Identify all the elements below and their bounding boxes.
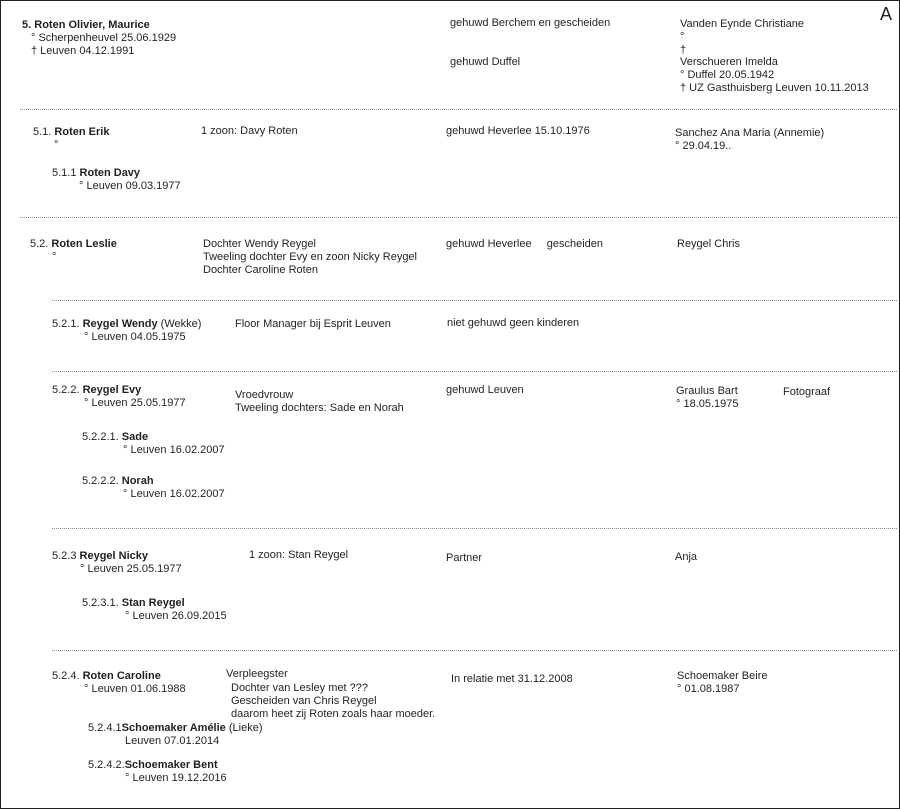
spouse-birth: ° 01.08.1987: [677, 683, 740, 695]
entry-title: [22, 19, 150, 32]
corner-letter: A: [880, 4, 893, 24]
marriage-info: [446, 238, 603, 251]
birth-info: ° Leuven 09.03.1977: [79, 180, 181, 192]
marriage-info: Partner: [446, 552, 483, 564]
entry-number: 5.2.3: [52, 550, 77, 562]
children-note: 1 zoon: Stan Reygel: [249, 549, 349, 561]
children-note: Dochter Wendy Reygel: [203, 238, 316, 250]
children-note: Tweeling dochters: Sade en Norah: [235, 402, 404, 414]
birth-info: ° Scherpenheuvel 25.06.1929: [31, 32, 177, 44]
spouse-death: † UZ Gasthuisberg Leuven 10.11.2013: [680, 82, 869, 94]
family-note: daarom heet zij Roten zoals haar moeder.: [231, 708, 436, 720]
entry-number: 5.2.4.2.: [88, 759, 125, 771]
entry-number: 5.2.2.2.: [82, 475, 119, 487]
family-note: Dochter van Lesley met ???: [231, 682, 368, 694]
section-divider: [52, 650, 897, 651]
entry-title: [52, 670, 161, 683]
entry-title: [82, 597, 185, 610]
birth-info: Leuven 07.01.2014: [125, 735, 220, 747]
spouse-name: Verschueren Imelda: [680, 56, 778, 68]
birth-info: ° Leuven 16.02.2007: [123, 444, 225, 456]
spouse-name: Sanchez Ana Maria (Annemie): [675, 127, 825, 139]
job-note: Verpleegster: [226, 668, 288, 680]
birth-info: °: [54, 139, 59, 151]
entry-title: [30, 238, 117, 251]
marriage-info: In relatie met 31.12.2008: [451, 673, 573, 685]
birth-info: ° Leuven 26.09.2015: [125, 610, 227, 622]
entry-number: 5.: [22, 19, 32, 31]
entry-number: 5.2.1.: [52, 318, 80, 330]
children-note: 1 zoon: Davy Roten: [201, 125, 298, 137]
birth-info: ° Leuven 04.05.1975: [84, 331, 186, 343]
entry-number: 5.2.4.1: [88, 722, 122, 734]
person-name: Reygel Evy: [82, 384, 142, 396]
spouse-job: Fotograaf: [783, 386, 831, 398]
person-name: Roten Davy: [79, 167, 141, 179]
death-info: † Leuven 04.12.1991: [31, 45, 135, 57]
marriage-info: gehuwd Berchem en gescheiden: [450, 17, 611, 29]
birth-info: ° Leuven 25.05.1977: [80, 563, 182, 575]
person-name: Roten Caroline: [82, 670, 161, 682]
entry-title: [52, 318, 201, 331]
person-name: Schoemaker Bent: [124, 759, 218, 771]
section-divider: [52, 371, 897, 372]
marriage-info: gehuwd Leuven: [446, 384, 524, 396]
spouse-name: Graulus Bart: [676, 385, 738, 397]
birth-info: ° Leuven 16.02.2007: [123, 488, 225, 500]
section-divider: [52, 300, 897, 301]
person-name: Reygel Nicky: [79, 550, 149, 562]
entry-title: [88, 722, 262, 735]
person-name: Schoemaker Amélie: [121, 722, 226, 734]
spouse-name: Reygel Chris: [677, 238, 740, 250]
entry-title: [88, 759, 218, 772]
job-note: Floor Manager bij Esprit Leuven: [235, 318, 391, 330]
birth-info: ° Leuven 19.12.2016: [125, 772, 227, 784]
entry-number: 5.1.: [33, 126, 52, 138]
spouse-birth: °: [680, 31, 685, 43]
spouse-name: Schoemaker Beire: [677, 670, 768, 682]
person-name: Reygel Wendy: [82, 318, 158, 330]
marriage-place: gehuwd Heverlee: [446, 238, 532, 250]
entry-title: [52, 550, 148, 563]
entry-number: 5.1.1: [52, 167, 77, 179]
entry-number: 5.2.4.: [52, 670, 80, 682]
section-divider: [20, 217, 897, 218]
birth-info: °: [52, 251, 57, 263]
marriage-info: gehuwd Duffel: [450, 56, 521, 68]
marriage-info: gehuwd Heverlee 15.10.1976: [446, 125, 590, 137]
entry-number: 5.2.2.: [52, 384, 80, 396]
children-note: Dochter Caroline Roten: [203, 264, 318, 276]
entry-number: 5.2.3.1.: [82, 597, 119, 609]
family-note: Gescheiden van Chris Reygel: [231, 695, 377, 707]
person-name: Roten Leslie: [51, 238, 117, 250]
children-note: Tweeling dochter Evy en zoon Nicky Reygel: [203, 251, 417, 263]
person-name: Norah: [121, 475, 154, 487]
marriage-status: gescheiden: [546, 238, 604, 250]
birth-info: ° Leuven 01.06.1988: [84, 683, 186, 695]
person-name: Stan Reygel: [121, 597, 185, 609]
entry-title: [82, 475, 154, 488]
entry-title: [33, 126, 109, 139]
job-note: Vroedvrouw: [235, 389, 294, 401]
spouse-birth: ° 18.05.1975: [676, 398, 739, 410]
entry-title: [52, 167, 140, 180]
spouse-birth: ° 29.04.19..: [675, 140, 732, 152]
person-nickname: (Lieke): [228, 722, 263, 734]
birth-info: ° Leuven 25.05.1977: [84, 397, 186, 409]
spouse-name: Anja: [675, 551, 698, 563]
entry-title: [82, 431, 148, 444]
person-name: Roten Olivier, Maurice: [34, 19, 150, 31]
spouse-name: Vanden Eynde Christiane: [680, 18, 804, 30]
entry-number: 5.2.2.1.: [82, 431, 119, 443]
person-nickname: (Wekke): [160, 318, 202, 330]
person-name: Roten Erik: [54, 126, 110, 138]
marriage-info: niet gehuwd geen kinderen: [447, 317, 580, 329]
section-divider: [20, 109, 897, 110]
spouse-birth: ° Duffel 20.05.1942: [680, 69, 775, 81]
spouse-death: †: [680, 44, 687, 56]
entry-number: 5.2.: [30, 238, 49, 250]
section-divider: [52, 528, 897, 529]
entry-title: [52, 384, 141, 397]
person-name: Sade: [121, 431, 149, 443]
